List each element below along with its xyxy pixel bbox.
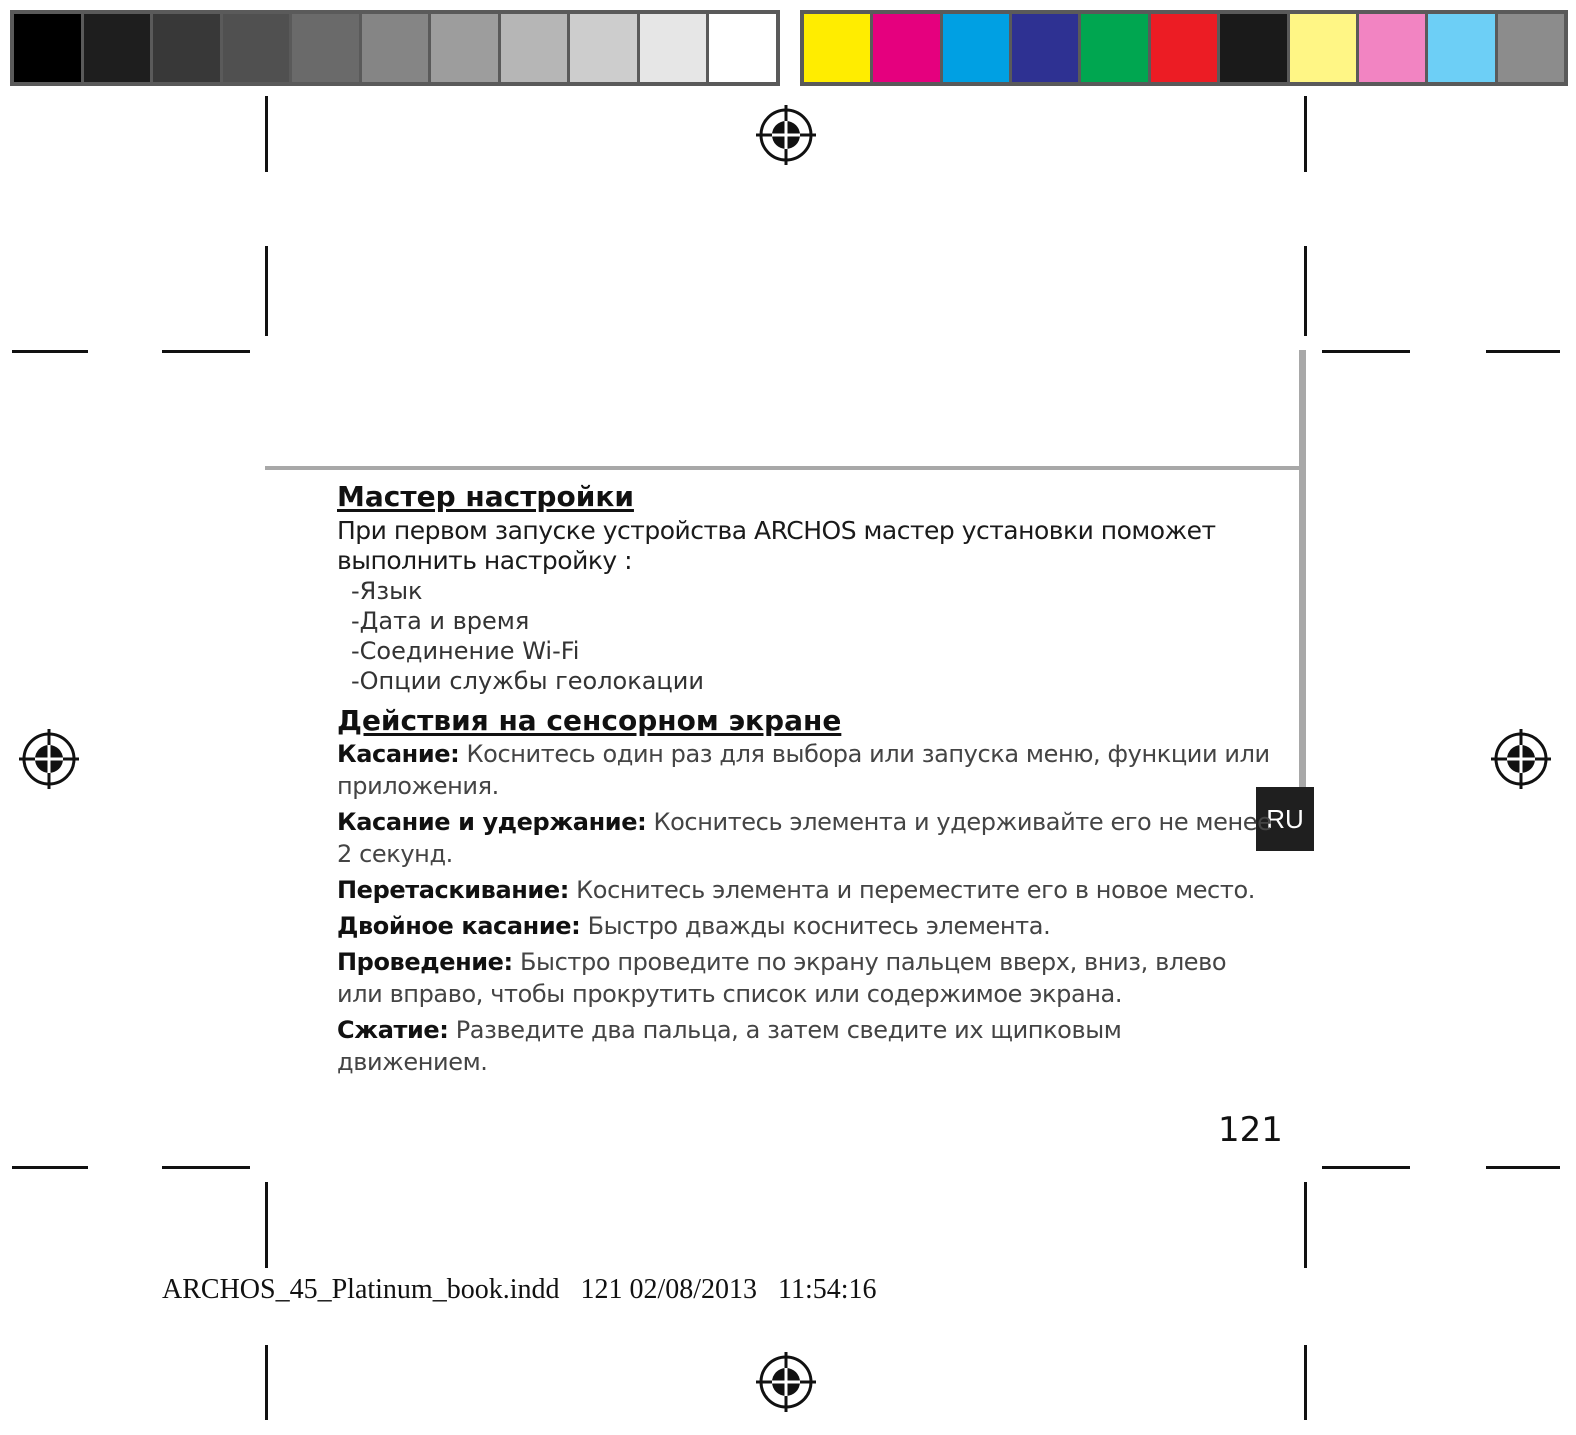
crop-mark bbox=[12, 350, 88, 353]
gray-swatch bbox=[84, 14, 154, 82]
page-top-rule bbox=[265, 466, 1305, 470]
print-slug: ARCHOS_45_Platinum_book.indd 121 02/08/2013 11:54:16 bbox=[162, 1274, 877, 1305]
crop-mark bbox=[12, 1166, 88, 1169]
gray-swatch bbox=[570, 14, 640, 82]
grayscale-calibration-strip bbox=[10, 10, 780, 86]
color-swatch bbox=[1359, 14, 1428, 82]
gesture-item bbox=[337, 806, 1277, 870]
color-swatch bbox=[873, 14, 942, 82]
gray-swatch bbox=[709, 14, 776, 82]
crop-mark bbox=[1304, 1182, 1307, 1268]
gesture-description: Коснитесь элемента и удерживайте его не менее 2 секунд. bbox=[337, 808, 1272, 868]
crop-mark bbox=[1304, 1345, 1307, 1420]
gesture-term: Касание: bbox=[337, 740, 460, 768]
gray-swatch bbox=[362, 14, 432, 82]
gray-swatch bbox=[501, 14, 571, 82]
language-tab: RU bbox=[1256, 787, 1314, 851]
gesture-item bbox=[337, 910, 1277, 942]
gesture-item bbox=[337, 874, 1277, 906]
gray-swatch bbox=[223, 14, 293, 82]
gesture-item bbox=[337, 946, 1277, 1010]
gesture-term: Проведение: bbox=[337, 948, 513, 976]
crop-mark bbox=[1322, 1166, 1410, 1169]
setup-wizard-intro: При первом запуске устройства ARCHOS мастер установки поможет выполнить настройку : bbox=[337, 516, 1216, 575]
color-swatch bbox=[1081, 14, 1150, 82]
crop-mark bbox=[265, 246, 268, 336]
gesture-term: Касание и удержание: bbox=[337, 808, 647, 836]
crop-mark bbox=[265, 96, 268, 172]
gray-swatch bbox=[14, 14, 84, 82]
gray-swatch bbox=[640, 14, 710, 82]
color-swatch bbox=[1290, 14, 1359, 82]
gesture-description: Коснитесь один раз для выбора или запуска меню, функции или приложения. bbox=[337, 740, 1270, 800]
crop-mark bbox=[1486, 350, 1560, 353]
crop-mark bbox=[1304, 96, 1307, 172]
page-side-rule bbox=[1299, 350, 1306, 790]
registration-mark-icon bbox=[754, 1350, 818, 1414]
gesture-description: Быстро дважды коснитесь элемента. bbox=[580, 912, 1051, 940]
gesture-item bbox=[337, 1014, 1277, 1078]
color-swatch bbox=[1220, 14, 1289, 82]
list-item: -Дата и время bbox=[351, 607, 530, 635]
gesture-description: Разведите два пальца, а затем сведите их щипковым движением. bbox=[337, 1016, 1122, 1076]
gesture-term: Двойное касание: bbox=[337, 912, 581, 940]
gesture-description: Быстро проведите по экрану пальцем вверх, вниз, влево или вправо, чтобы прокрутить список или содержимое экрана. bbox=[337, 948, 1227, 1008]
color-swatch bbox=[1428, 14, 1497, 82]
setup-wizard-heading: Мастер настройки bbox=[337, 480, 634, 513]
gesture-term: Сжатие: bbox=[337, 1016, 449, 1044]
color-swatch bbox=[1012, 14, 1081, 82]
color-calibration-strip bbox=[800, 10, 1568, 86]
color-swatch bbox=[943, 14, 1012, 82]
crop-mark bbox=[1486, 1166, 1560, 1169]
list-item: -Язык bbox=[351, 577, 423, 605]
crop-mark bbox=[265, 1182, 268, 1268]
crop-mark bbox=[265, 1345, 268, 1420]
color-swatch bbox=[1498, 14, 1564, 82]
gray-swatch bbox=[431, 14, 501, 82]
crop-mark bbox=[162, 350, 250, 353]
gesture-term: Перетаскивание: bbox=[337, 876, 569, 904]
crop-mark bbox=[1304, 246, 1307, 336]
gray-swatch bbox=[153, 14, 223, 82]
list-item: -Опции службы геолокации bbox=[351, 667, 704, 695]
gray-swatch bbox=[292, 14, 362, 82]
registration-mark-icon bbox=[17, 727, 81, 791]
gesture-item bbox=[337, 738, 1277, 802]
gesture-description: Коснитесь элемента и переместите его в новое место. bbox=[568, 876, 1255, 904]
crop-mark bbox=[1322, 350, 1410, 353]
registration-mark-icon bbox=[754, 103, 818, 167]
color-swatch bbox=[804, 14, 873, 82]
list-item: -Соединение Wi-Fi bbox=[351, 637, 580, 665]
setup-wizard-list bbox=[337, 576, 1277, 696]
crop-mark bbox=[162, 1166, 250, 1169]
touch-gestures-heading: Действия на сенсорном экране bbox=[337, 704, 842, 737]
page-content bbox=[337, 480, 1277, 1082]
color-swatch bbox=[1151, 14, 1220, 82]
registration-mark-icon bbox=[1489, 727, 1553, 791]
page-number: 121 bbox=[1218, 1110, 1283, 1150]
